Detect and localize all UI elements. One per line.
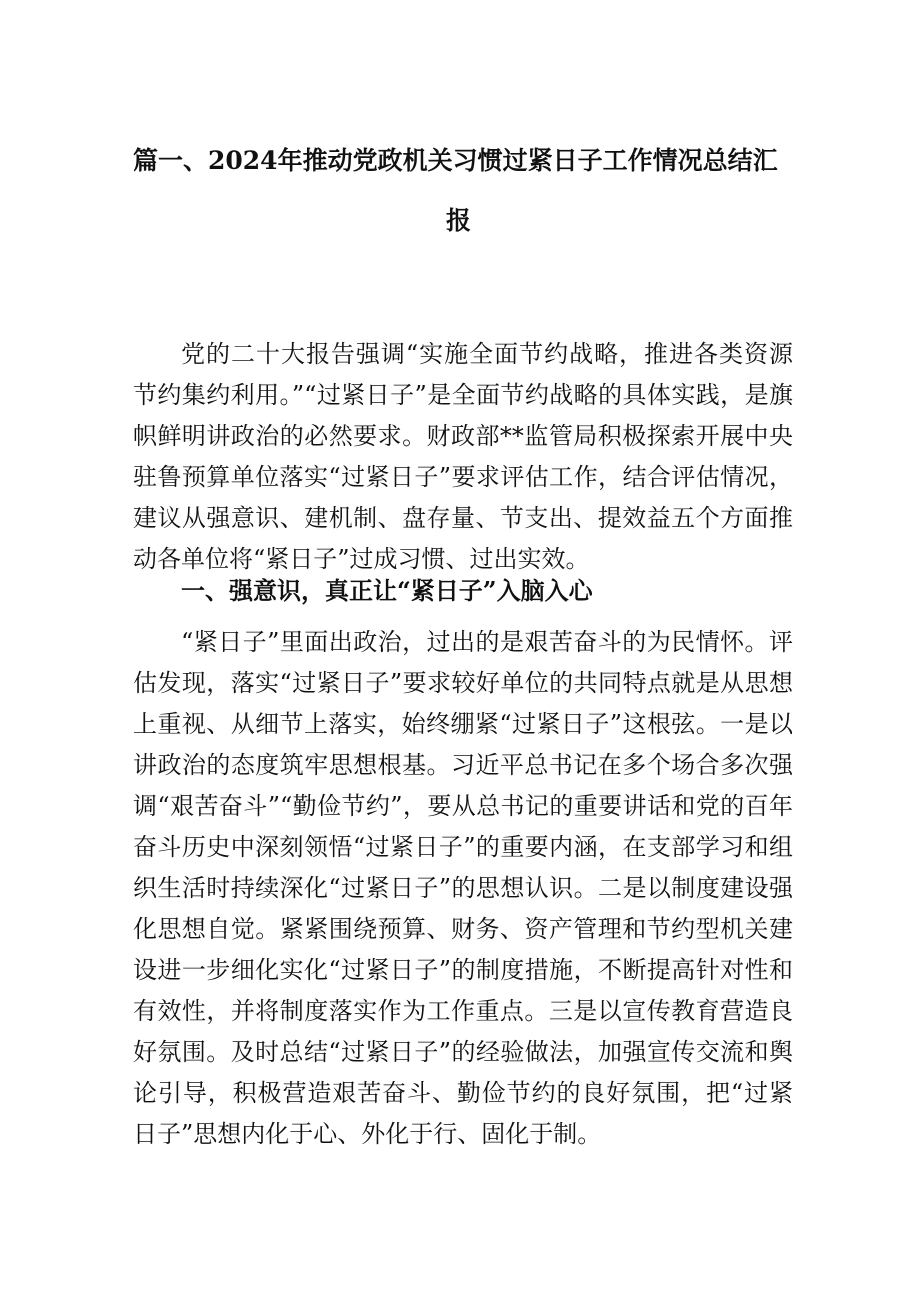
section-1-paragraph: “紧日子”里面出政治，过出的是艰苦奋斗的为民情怀。评估发现，落实“过紧日子”要求较好单位的共同特点就是从思想上重视、从细节上落实，始终绷紧“过紧日子”这根弦。一是以讲政治的态度筑牢思想根基。习近平总书记在多个场合多次强调“艰苦奋斗”“勤俭节约”，要从总书记的重要讲话和党的百年奋斗历史中深刻领悟“过紧日子”的重要内涵，在支部学习和组织生活时持续深化“过紧日子”的思想认识。二是以制度建设强化思想自觉。紧紧围绕预算、财务、资产管理和节约型机关建设进一步细化实化“过紧日子”的制度措施，不断提高针对性和有效性，并将制度落实作为工作重点。三是以宣传教育营造良好氛围。及时总结“过紧日子”的经验做法，加强宣传交流和舆论引导，积极营造艰苦奋斗、勤俭节约的良好氛围，把“过紧日子”思想内化于心、外化于行、固化于制。: [133, 628, 793, 1148]
document-title-line-1: 篇一、2024年推动党政机关习惯过紧日子工作情况总结汇: [133, 146, 778, 175]
intro-paragraph: 党的二十大报告强调“实施全面节约战略，推进各类资源节约集约利用。”“过紧日子”是全面节约战略的具体实践，是旗帜鲜明讲政治的必然要求。财政部**监管局积极探索开展中央驻鲁预算单位落实“过紧日子”要求评估工作，结合评估情况，建议从强意识、建机制、盘存量、节支出、提效益五个方面推动各单位将“紧日子”过成习惯、过出实效。: [133, 340, 793, 573]
document-title-line-2: 报: [446, 206, 472, 235]
section-heading-1: 一、强意识，真正让“紧日子”入脑入心: [181, 576, 593, 605]
